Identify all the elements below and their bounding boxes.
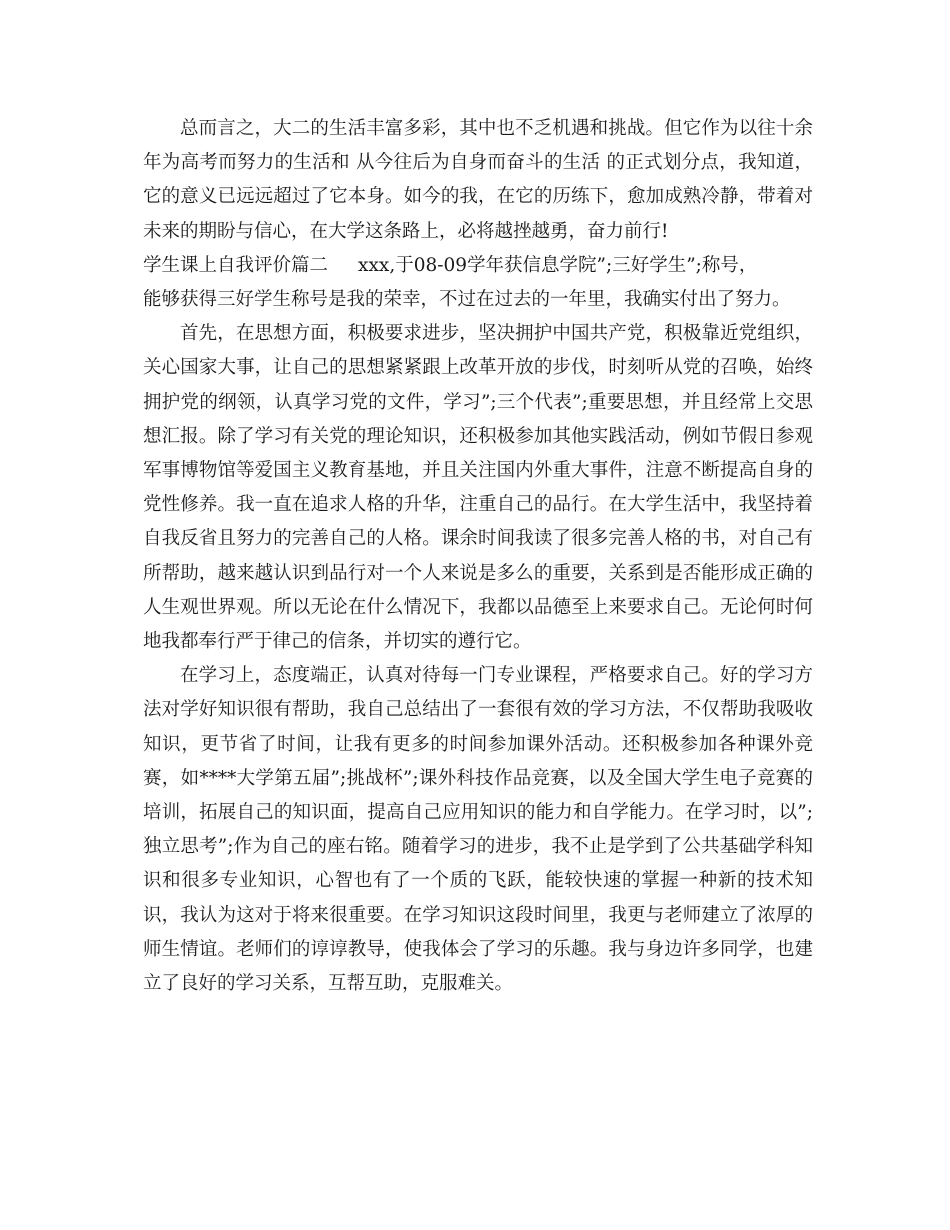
paragraph-conclusion: 总而言之，大二的生活丰富多彩，其中也不乏机遇和挑战。但它作为以往十余年为高考而努力的生活和 从今往后为自身而奋斗的生活 的正式划分点，我知道，它的意义已远远超过了它本身。如今的我，在它的历练下，愈加成熟冷静，带着对未来的期盼与信心，在大学这条路上，必将越挫越勇，奋力前行! — [143, 118, 813, 242]
document-body — [143, 112, 813, 1001]
section-heading-line — [143, 249, 813, 283]
section-title: 学生课上自我评价篇二 — [143, 254, 329, 276]
award-statement: xxx,于08-09学年获信息学院”;三好学生”;称号， — [358, 254, 758, 276]
paragraph-study: 在学习上，态度端正，认真对待每一门专业课程，严格要求自己。好的学习方法对学好知识很有帮助，我自己总结出了一套很有效的学习方法，不仅帮助我吸收知识，更节省了时间，让我有更多的时间参加课外活动。还积极参加各种课外竞赛，如****大学第五届”;挑战杯”;课外科技作品竞赛，以及全国大学生电子竞赛的培训，拓展自己的知识面，提高自己应用知识的能力和自学能力。在学习时，以”;独立思考”;作为自己的座右铭。随着学习的进步，我不止是学到了公共基础学科知识和很多专业知识，心智也有了一个质的飞跃，能较快速的掌握一种新的技术知识，我认为这对于将来很重要。在学习知识这段时间里，我更与老师建立了浓厚的师生情谊。老师们的谆谆教导，使我体会了学习的乐趣。我与身边许多同学，也建立了良好的学习关系，互帮互助，克服难关。 — [143, 665, 813, 995]
paragraph-honor: 能够获得三好学生称号是我的荣幸，不过在过去的一年里，我确实付出了努力。 — [143, 289, 791, 311]
paragraph-ideology: 首先，在思想方面，积极要求进步，坚决拥护中国共产党，积极靠近党组织，关心国家大事，让自己的思想紧紧跟上改革开放的步伐，时刻听从党的召唤，始终拥护党的纲领，认真学习党的文件，学习”;三个代表”;重要思想，并且经常上交思想汇报。除了学习有关党的理论知识，还积极参加其他实践活动，例如节假日参观军事博物馆等爱国主义教育基地，并且关注国内外重大事件，注意不断提高自身的党性修养。我一直在追求人格的升华，注重自己的品行。在大学生活中，我坚持着自我反省且努力的完善自己的人格。课余时间我读了很多完善人格的书，对自己有所帮助，越来越认识到品行对一个人来说是多么的重要，关系到是否能形成正确的人生观世界观。所以无论在什么情况下，我都以品德至上来要求自己。无论何时何地我都奉行严于律己的信条，并切实的遵行它。 — [143, 323, 813, 653]
